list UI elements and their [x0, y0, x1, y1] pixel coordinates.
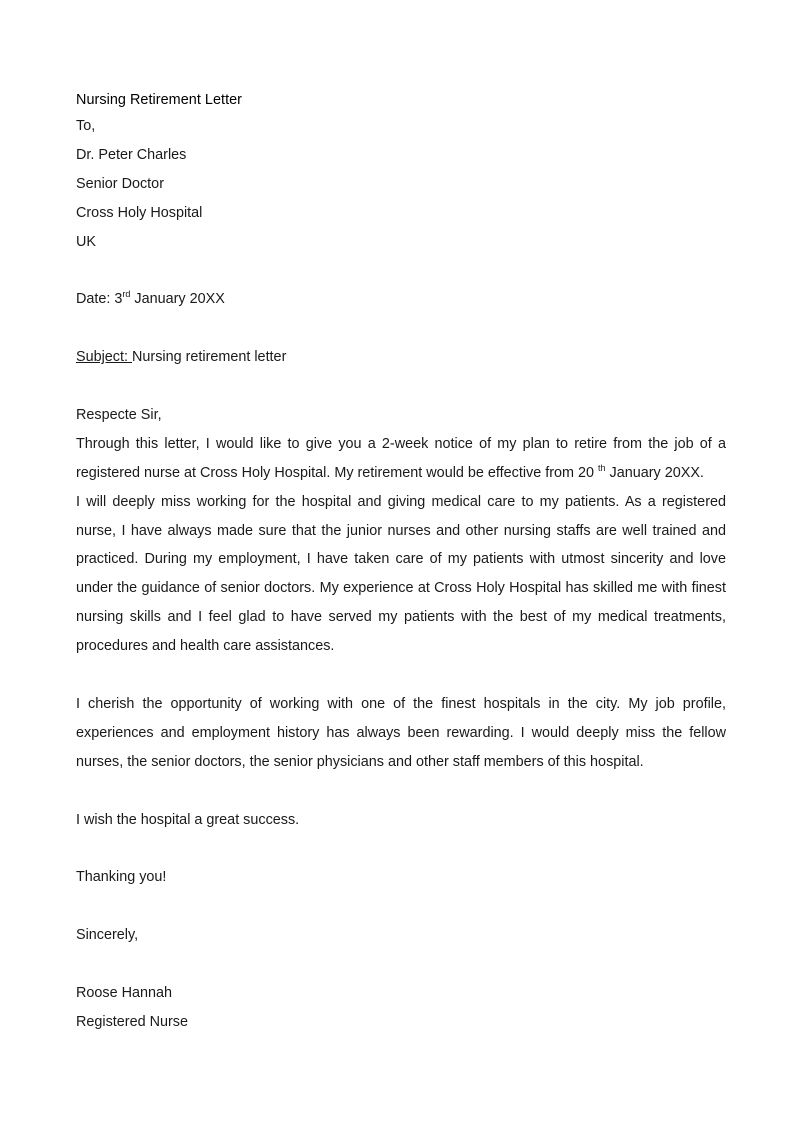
signature-name: Roose Hannah — [76, 984, 173, 1001]
date-suffix: rd — [122, 289, 131, 300]
salutation: Respecte Sir, — [76, 406, 162, 423]
spacer — [76, 834, 726, 863]
spacer — [76, 314, 726, 343]
recipient-organization: Cross Holy Hospital — [76, 204, 203, 221]
closing-line: Sincerely, — [76, 927, 139, 944]
recipient-position: Senior Doctor — [76, 175, 164, 192]
paragraph-notice-suffix: th — [598, 462, 606, 473]
letter-page — [76, 88, 726, 1037]
letter-subject — [76, 343, 726, 372]
date-rest: January 20XX — [130, 291, 225, 308]
paragraph-experience: I will deeply miss working for the hospital and giving medical care to my patients. As a registered nurse, I have always made sure that the junior nurses and other nursing staffs are well trained and practiced. During my employment, I have taken care of my patients with utmost sincerity and love under the guidance of senior doctors. My experience at Cross Holy Hospital has skilled me with finest nursing skills and I feel glad to have served my patients with the best of my medical treatments, procedures and health care assistances. — [76, 493, 726, 655]
signature-title: Registered Nurse — [76, 1013, 188, 1030]
recipient-name: Dr. Peter Charles — [76, 146, 187, 163]
thanks-line: Thanking you! — [76, 869, 167, 886]
letter-title: Nursing Retirement Letter — [76, 92, 243, 108]
paragraph-notice-end: January 20XX. — [605, 464, 704, 481]
spacer — [76, 892, 726, 921]
spacer — [76, 256, 726, 285]
recipient-country: UK — [76, 233, 96, 250]
paragraph-notice — [76, 430, 726, 488]
subject-label: Subject: — [76, 349, 132, 366]
spacer — [76, 950, 726, 979]
letter-date — [76, 285, 726, 314]
subject-text: Nursing retirement letter — [132, 349, 287, 366]
to-label: To, — [76, 118, 96, 134]
paragraph-notice-text: Through this letter, I would like to give you a 2-week notice of my plan to retire from the job of a registered nurse at Cross Holy Hospital. My retirement would be effective from 20 — [76, 435, 726, 481]
date-label: Date: 3 — [76, 291, 123, 308]
wish-line: I wish the hospital a great success. — [76, 811, 300, 828]
spacer — [76, 777, 726, 806]
spacer — [76, 372, 726, 401]
spacer — [76, 661, 726, 690]
paragraph-opportunity: I cherish the opportunity of working with one of the finest hospitals in the city. My job profile, experiences and employment history has always been rewarding. I would deeply miss the fellow nurses, the senior doctors, the senior physicians and other staff members of this hospital. — [76, 695, 726, 770]
